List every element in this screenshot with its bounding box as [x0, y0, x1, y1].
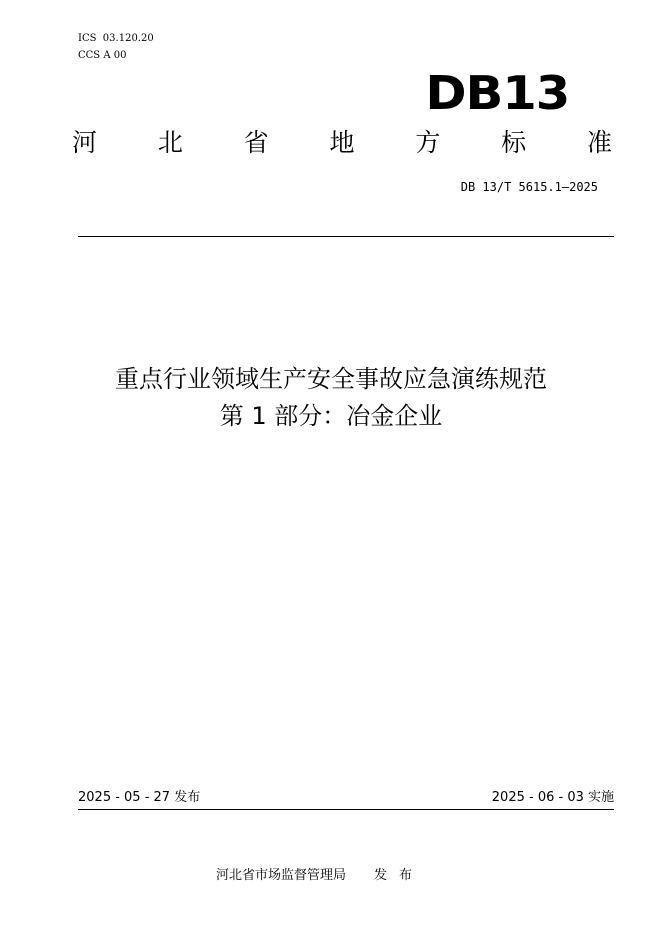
standard-type-char: 准 — [586, 128, 612, 157]
publish-date: 2025 - 05 - 27 发布 — [78, 790, 201, 805]
standard-number: DB 13/T 5615.1—2025 — [460, 180, 598, 194]
ics-code: ICS 03.120.20 — [78, 33, 154, 44]
implementation-date: 2025 - 06 - 03 实施 — [491, 790, 614, 805]
standard-type-char: 北 — [157, 128, 183, 157]
footer-divider — [78, 809, 614, 810]
standard-type-char: 省 — [243, 128, 269, 157]
db13-logo: DB13 — [425, 66, 569, 120]
issuer-line — [216, 867, 424, 885]
document-title: 重点行业领域生产安全事故应急演练规范 — [115, 365, 547, 393]
standard-type-char: 标 — [501, 128, 527, 157]
standard-type-char: 地 — [329, 128, 355, 157]
header-divider — [78, 236, 614, 237]
document-subtitle: 第 1 部分：冶金企业 — [219, 402, 443, 430]
standard-type-char: 方 — [415, 128, 441, 157]
issuer-name: 河北省市场监督管理局 — [216, 868, 347, 883]
standard-type-heading — [72, 126, 612, 160]
issuer-verb: 发布 — [374, 868, 425, 883]
standard-type-char: 河 — [72, 128, 98, 157]
ccs-code: CCS A 00 — [78, 50, 127, 61]
